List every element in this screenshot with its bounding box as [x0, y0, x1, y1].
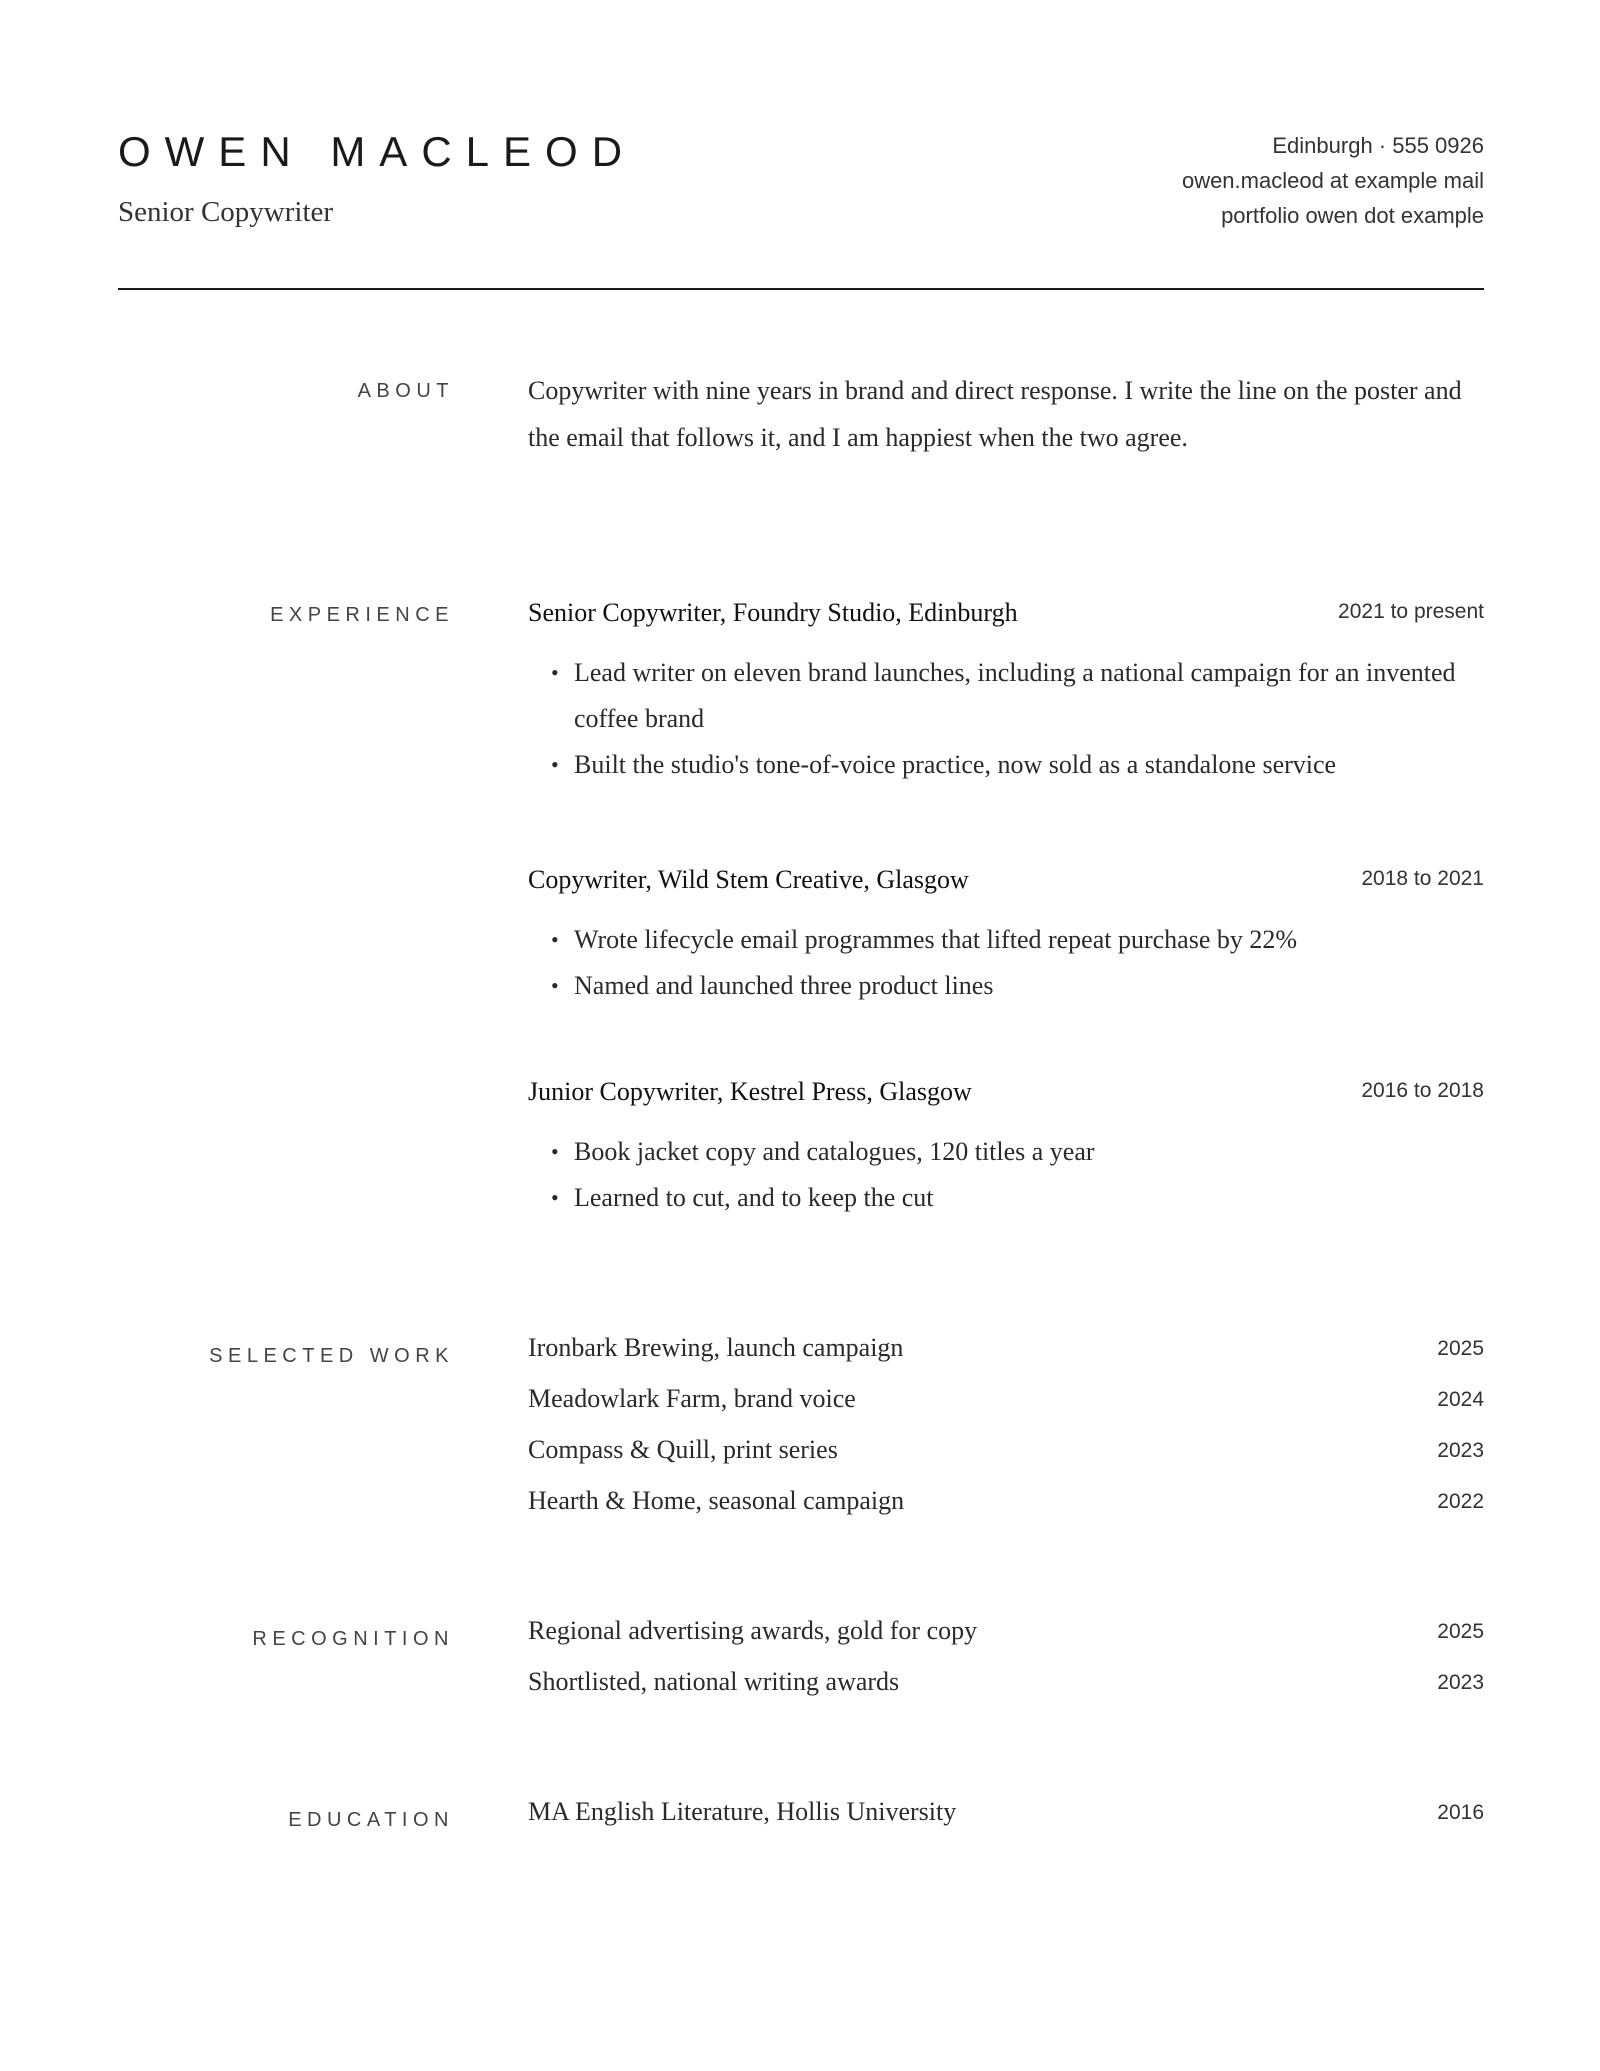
- job-bullets: [528, 1129, 1484, 1221]
- about-text: Copywriter with nine years in brand and direct response. I write the line on the poster and the email that follows it, and I am happiest when the two agree.: [528, 376, 1462, 452]
- job-role: Senior Copywriter: [118, 196, 334, 228]
- bullet-item: • Learned to cut, and to keep the cut: [551, 1183, 934, 1212]
- job-dates: 2016 to 2018: [1361, 1079, 1484, 1102]
- job-title: Copywriter, Wild Stem Creative, Glasgow: [528, 865, 969, 894]
- work-item-name: Hearth & Home, seasonal campaign: [528, 1486, 905, 1515]
- work-item-year: 2024: [1437, 1388, 1484, 1411]
- contact-location-phone: Edinburgh · 555 0926: [1272, 133, 1484, 158]
- bullet-item: • Lead writer on eleven brand launches, including a national campaign for an invented coffee brand: [551, 658, 1456, 733]
- work-item-name: Ironbark Brewing, launch campaign: [528, 1333, 904, 1362]
- recognition-item-name: Regional advertising awards, gold for copy: [528, 1616, 978, 1645]
- work-item-name: Compass & Quill, print series: [528, 1435, 838, 1464]
- person-name: OWEN MACLEOD: [118, 128, 637, 175]
- bullet-item: • Named and launched three product lines: [551, 971, 994, 1000]
- recognition-item-year: 2023: [1437, 1671, 1484, 1694]
- section-label-recognition: RECOGNITION: [252, 1628, 454, 1650]
- job-bullets: [528, 917, 1484, 1009]
- about-section: [528, 367, 1484, 461]
- section-label-education: EDUCATION: [288, 1809, 454, 1831]
- work-item: [528, 1384, 1484, 1435]
- work-item-year: 2023: [1437, 1439, 1484, 1462]
- work-item: [528, 1435, 1484, 1486]
- job-bullets: [528, 650, 1484, 788]
- recognition-item: [528, 1616, 1484, 1667]
- work-item-year: 2025: [1437, 1337, 1484, 1360]
- job-title: Senior Copywriter, Foundry Studio, Edinburgh: [528, 598, 1018, 627]
- contact-block: [1182, 128, 1484, 233]
- work-item-year: 2022: [1437, 1490, 1484, 1513]
- job-title: Junior Copywriter, Kestrel Press, Glasgow: [528, 1077, 972, 1106]
- resume-header: [118, 128, 1484, 288]
- header-divider: [118, 288, 1484, 290]
- job-dates: 2018 to 2021: [1361, 867, 1484, 890]
- recognition-item: [528, 1667, 1484, 1718]
- section-label-selected-work: SELECTED WORK: [209, 1345, 454, 1367]
- bullet-item: • Wrote lifecycle email programmes that lifted repeat purchase by 22%: [551, 925, 1298, 954]
- selected-work-list: [528, 1333, 1484, 1537]
- recognition-item-year: 2025: [1437, 1620, 1484, 1643]
- job-entry: [528, 865, 1484, 1009]
- recognition-list: [528, 1616, 1484, 1718]
- contact-email: owen.macleod at example mail: [1181, 168, 1484, 193]
- education-item-year: 2016: [1437, 1801, 1484, 1824]
- section-label-about: ABOUT: [357, 380, 454, 402]
- work-item: [528, 1486, 1484, 1537]
- recognition-item-name: Shortlisted, national writing awards: [528, 1667, 900, 1696]
- job-entry: [528, 598, 1484, 788]
- bullet-item: • Book jacket copy and catalogues, 120 titles a year: [551, 1137, 1095, 1166]
- contact-portfolio: portfolio owen dot example: [1221, 203, 1484, 228]
- education-item: [528, 1797, 1484, 1848]
- education-item-name: MA English Literature, Hollis University: [528, 1797, 957, 1826]
- work-item-name: Meadowlark Farm, brand voice: [528, 1384, 856, 1413]
- job-dates: 2021 to present: [1338, 600, 1484, 623]
- education-list: [528, 1797, 1484, 1848]
- section-label-experience: EXPERIENCE: [270, 604, 454, 626]
- bullet-item: • Built the studio's tone-of-voice practice, now sold as a standalone service: [551, 750, 1337, 779]
- job-entry: [528, 1077, 1484, 1221]
- work-item: [528, 1333, 1484, 1384]
